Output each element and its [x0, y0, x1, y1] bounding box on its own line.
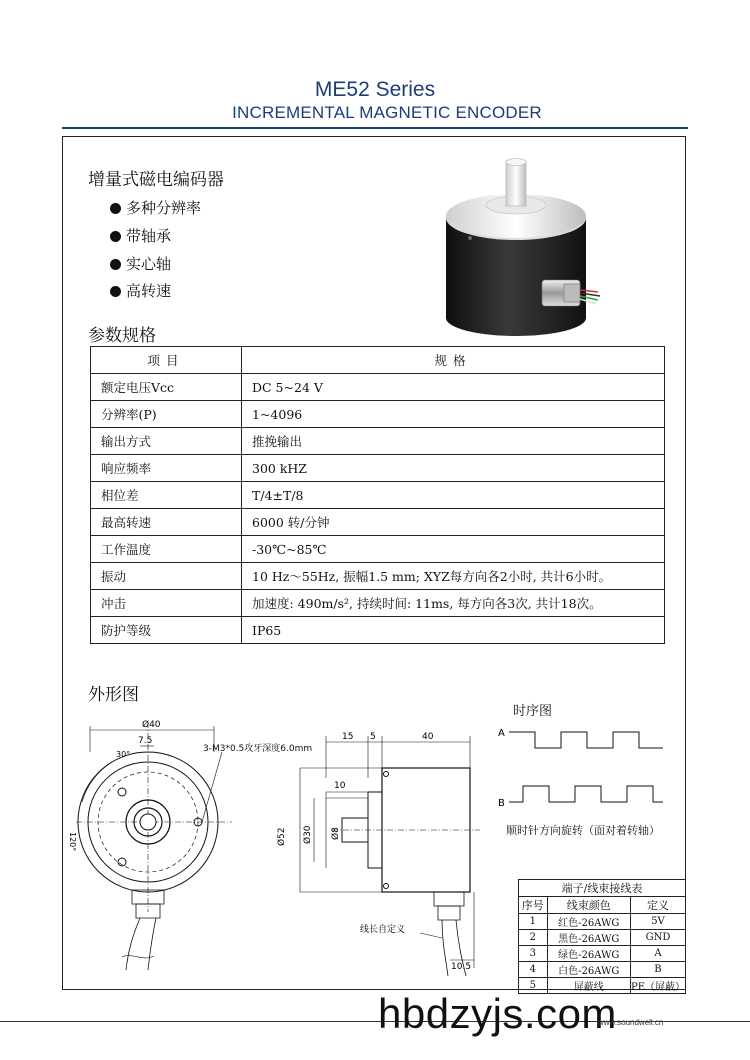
dim-dia-52: Ø52: [277, 827, 287, 846]
table-row: 响应频率 300 kHZ: [91, 455, 665, 482]
timing-channel-a: A: [498, 728, 505, 739]
rotation-note: 顺时针方向旋转（面对着转轴）: [506, 824, 660, 837]
bullet-icon: [110, 286, 121, 297]
dim-outer-diameter: Ø40: [142, 720, 161, 730]
dim-dia-30: Ø30: [303, 825, 313, 844]
table-row: 额定电压Vcc DC 5~24 V: [91, 374, 665, 401]
table-row: 4 白色-26AWG B: [519, 962, 686, 978]
cable-length-note: 线长自定义: [360, 925, 406, 935]
dim-angle-side: 120°: [68, 832, 77, 852]
table-row: 3 绿色-26AWG A: [519, 946, 686, 962]
page-title: ME52 Series: [314, 78, 436, 101]
dim-angle-top: 30°: [116, 750, 131, 759]
table-row: 振动 10 Hz～55Hz, 振幅1.5 mm; XYZ每方向各2小时, 共计6小时。: [91, 563, 665, 590]
table-row: 2 黑色-26AWG GND: [519, 930, 686, 946]
table-row: 5 屏蔽线 PE（屏蔽）: [519, 978, 686, 994]
dim-5: 5: [370, 732, 376, 742]
feature-heading: 增量式磁电编码器: [88, 170, 224, 190]
spec-table: [90, 346, 665, 644]
bullet-icon: [110, 259, 121, 270]
wiring-title-row: 端子/线束接线表: [519, 880, 686, 897]
timing-diagram: [495, 720, 675, 815]
table-row: 最高转速 6000 转/分钟: [91, 509, 665, 536]
table-row: 输出方式 推挽输出: [91, 428, 665, 455]
table-header-row: [91, 347, 665, 374]
table-header-row: 序号 线束颜色 定义: [519, 897, 686, 914]
table-row: 分辨率(P) 1~4096: [91, 401, 665, 428]
dim-dia-8: Ø8: [331, 827, 341, 840]
table-row: 1 红色-26AWG 5V: [519, 914, 686, 930]
dim-offset: 7.5: [138, 736, 153, 746]
page-subtitle: INCREMENTAL MAGNETIC ENCODER: [232, 103, 542, 122]
watermark-url: www.soundwell.cn: [598, 1018, 664, 1027]
table-row: 冲击 加速度: 490m/s², 持续时间: 11ms, 每方向各3次, 共计18次。: [91, 590, 665, 617]
wiring-table: [518, 879, 686, 994]
feature-item: 带轴承: [110, 225, 171, 246]
table-row: 防护等级 IP65: [91, 617, 665, 644]
dim-40: 40: [422, 732, 434, 742]
table-row: 工作温度 -30℃~85℃: [91, 536, 665, 563]
header-divider: [62, 127, 688, 129]
bullet-icon: [110, 203, 121, 214]
feature-item: 多种分辨率: [110, 197, 201, 218]
bullet-icon: [110, 231, 121, 242]
table-row: 相位差 T/4±T/8: [91, 482, 665, 509]
outline-heading: 外形图: [88, 685, 139, 705]
dim-10-5: 10.5: [451, 962, 472, 972]
timing-channel-b: B: [498, 798, 505, 809]
watermark-text: hbdzyjs.com: [378, 990, 617, 1037]
side-view-drawing: [270, 728, 500, 978]
feature-item: 实心轴: [110, 253, 171, 274]
column-header-spec: 规格: [242, 347, 665, 374]
thread-note: 3-M3*0.5攻牙深度6.0mm: [203, 744, 313, 754]
spec-heading: 参数规格: [88, 326, 156, 346]
dim-10: 10: [334, 781, 346, 791]
timing-title: 时序图: [513, 704, 553, 719]
dim-15: 15: [342, 732, 354, 742]
column-header-item: 项目: [91, 347, 242, 374]
feature-item: 高转速: [110, 280, 171, 301]
encoder-product-image: [430, 150, 610, 340]
